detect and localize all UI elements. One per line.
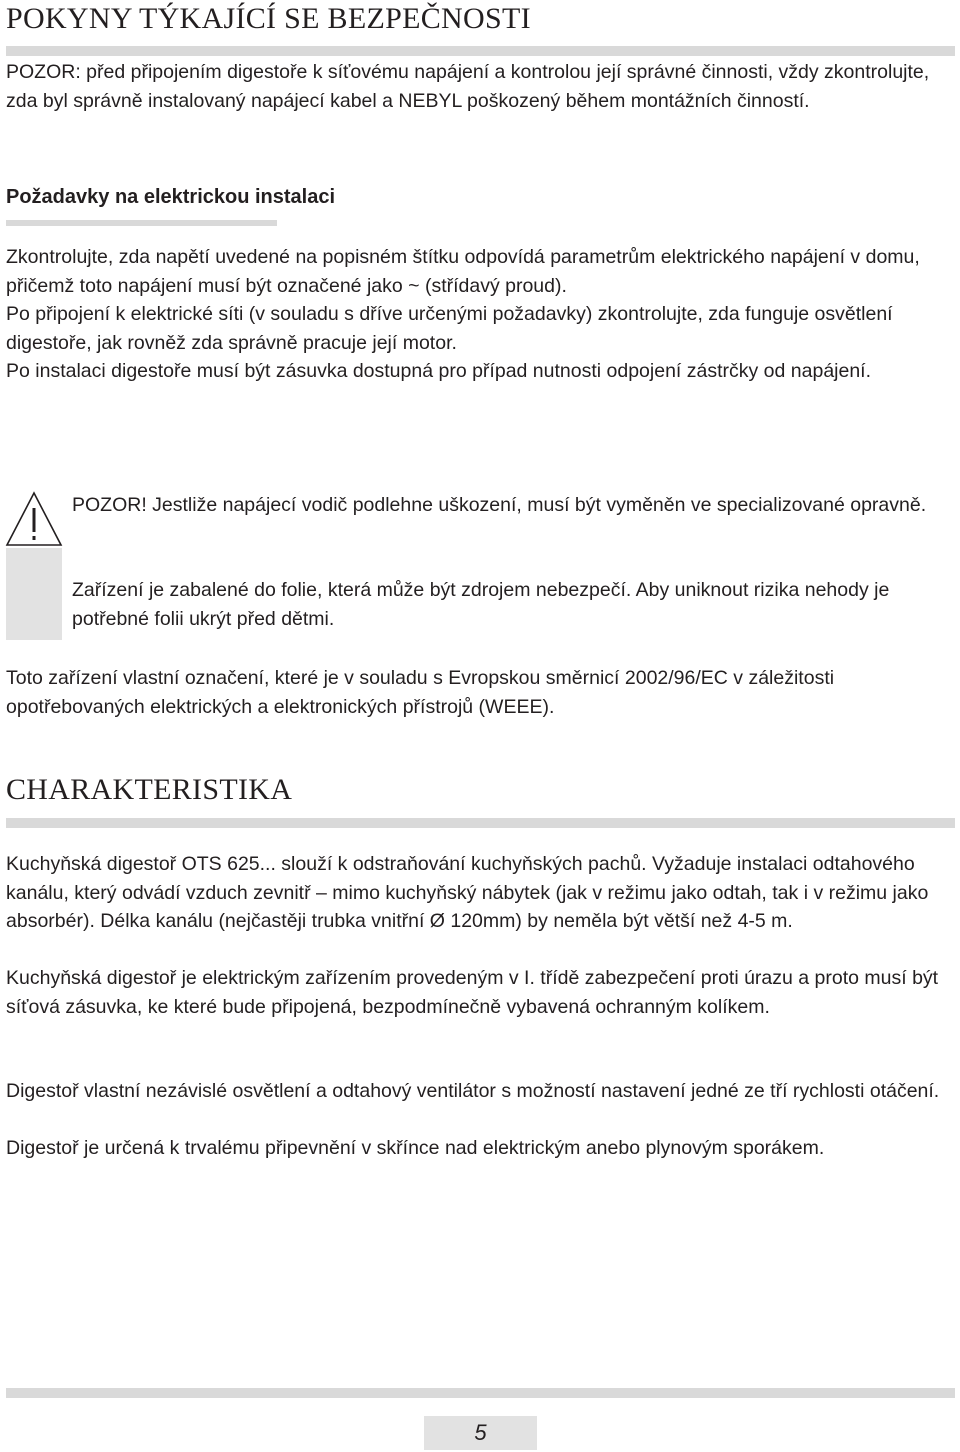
safety-title-rule <box>6 46 955 56</box>
electrical-subheading: Požadavky na elektrickou instalaci <box>6 186 336 208</box>
safety-intro: POZOR: před připojením digestoře k síťovému napájení a kontrolou její správné činnosti, vždy zkontrolujte, zda byl správně instalovaný napájecí kabel a NEBYL poškozený během montážních činností. <box>6 61 930 112</box>
characteristics-para-3: Digestoř vlastní nezávislé osvětlení a odtahový ventilátor s možností nastavení jedné ze tří rychlosti otáčení. <box>6 1080 940 1102</box>
warning-triangle-icon <box>4 490 64 548</box>
subheading-rule <box>6 220 277 226</box>
page-number: 5 <box>424 1416 537 1450</box>
characteristics-title-rule <box>6 818 955 828</box>
warning-strip <box>6 548 62 640</box>
characteristics-para-1: Kuchyňská digestoř OTS 625... slouží k odstraňování kuchyňských pachů. Vyžaduje instalaci odtahového kanálu, který odvádí vzduch zevnitř – mimo kuchyňský nábytek (jak v režimu jako odtah, tak i v režimu jako absorbér). Délka kanálu (nejčastěji trubka vnitřní Ø 120mm) by neměla být větší než 4-5 m. <box>6 853 929 932</box>
characteristics-para-2: Kuchyňská digestoř je elektrickým zařízením provedeným v I. třídě zabezpečení proti úrazu a proto musí být síťová zásuvka, ke které bude připojená, bezpodmínečně vybavená ochranným kolíkem. <box>6 967 939 1018</box>
characteristics-para-4: Digestoř je určená k trvalému připevnění v skřínce nad elektrickým anebo plynovým sporákem. <box>6 1137 825 1159</box>
footer-rule <box>6 1388 955 1398</box>
weee-notice: Toto zařízení vlastní označení, které je v souladu s Evropskou směrnicí 2002/96/EC v záležitosti opotřebovaných elektrických a elektronických přístrojů (WEEE). <box>6 667 835 718</box>
para-socket-access: Po instalaci digestoře musí být zásuvka dostupná pro případ nutnosti odpojení zástrčky od napájení. <box>6 360 872 382</box>
characteristics-title: CHARAKTERISTIKA <box>6 773 293 806</box>
para-voltage-check: Zkontrolujte, zda napětí uvedené na popisném štítku odpovídá parametrům elektrického napájení v domu, přičemž toto napájení musí být označené jako ~ (střídavý proud). <box>6 246 920 297</box>
para-connection-check: Po připojení k elektrické síti (v souladu s dříve určenými požadavky) zkontrolujte, zda funguje osvětlení digestoře, jak rovněž zda správně pracuje její motor. <box>6 303 893 354</box>
warning-cable-damage: POZOR! Jestliže napájecí vodič podlehne uškození, musí být vyměněn ve specializované opravně. <box>72 494 927 516</box>
warning-foil-hazard: Zařízení je zabalené do folie, která může být zdrojem nebezpečí. Aby uniknout rizika nehody je potřebné folii ukrýt před dětmi. <box>72 579 890 630</box>
safety-title: POKYNY TÝKAJÍCÍ SE BEZPEČNOSTI <box>6 2 531 35</box>
